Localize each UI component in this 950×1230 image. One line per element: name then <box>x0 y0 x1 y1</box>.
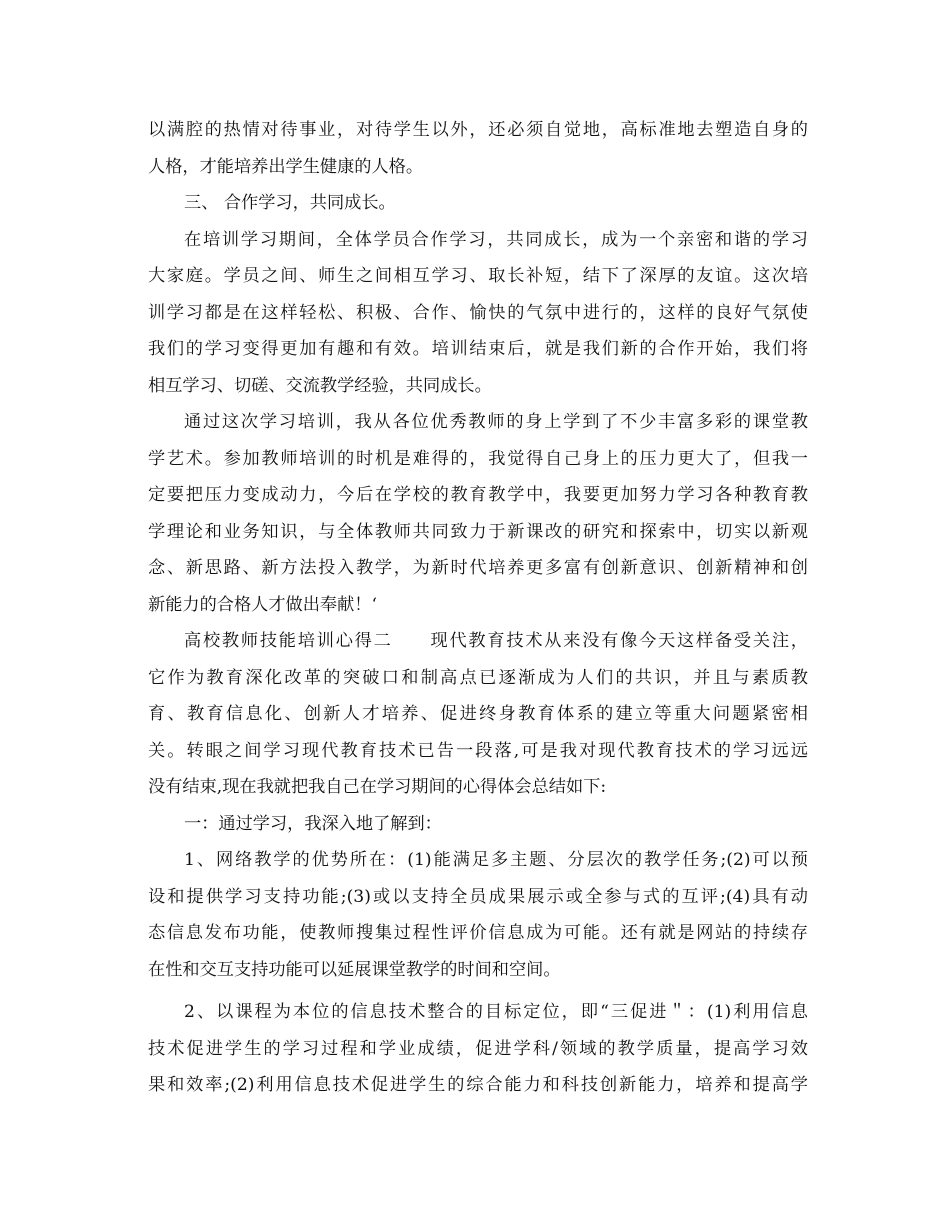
text-line: 念、新思路、新方法投入教学，为新时代培养更多富有创新意识、创新精神和创 <box>148 558 808 578</box>
text-line: 以满腔的热情对待事业，对待学生以外，还必须自觉地，高标准地去塑造自身的 <box>148 120 808 140</box>
text-line: 关。转眼之间学习现代教育技术已告一段落,可是我对现代教育技术的学习远远 <box>148 740 808 761</box>
text-line: 1、网络教学的优势所在：(1)能满足多主题、分层次的教学任务;(2)可以预 <box>184 850 808 870</box>
text-line: 新能力的合格人才做出奉献！‘ <box>148 594 377 615</box>
text-line: 技术促进学生的学习过程和学业成绩，促进学科/领域的教学质量，提高学习效 <box>148 1038 808 1059</box>
text-line: 态信息发布功能，使教师搜集过程性评价信息成为可能。还有就是网站的持续存 <box>148 923 808 943</box>
text-line: 我们的学习变得更加有趣和有效。培训结束后，就是我们新的合作开始，我们将 <box>148 339 808 359</box>
text-line: 在培训学习期间，全体学员合作学习，共同成长，成为一个亲密和谐的学习 <box>184 229 808 250</box>
text-line: 通过这次学习培训，我从各位优秀教师的身上学到了不少丰富多彩的课堂教 <box>184 412 808 432</box>
text-line: 大家庭。学员之间、师生之间相互学习、取长补短，结下了深厚的友谊。这次培 <box>148 266 808 286</box>
text-line: 三、 合作学习，共同成长。 <box>184 193 396 213</box>
text-line: 学艺术。参加教师培训的时机是难得的，我觉得自己身上的压力更大了，但我一 <box>148 448 808 469</box>
text-line: 2、以课程为本位的信息技术整合的目标定位，即“三促进＂：(1)利用信息 <box>184 1002 808 1022</box>
text-line: 一：通过学习，我深入地了解到： <box>184 813 442 834</box>
text-line: 在性和交互支持功能可以延展课堂教学的时间和空间。 <box>148 959 561 980</box>
text-line: 学理论和业务知识，与全体教师共同致力于新课改的研究和探索中，切实以新观 <box>148 521 808 542</box>
text-line: 没有结束,现在我就把我自己在学习期间的心得体会总结如下: <box>148 777 607 797</box>
text-line: 训学习都是在这样轻松、积极、合作、愉快的气氛中进行的，这样的良好气氛使 <box>148 302 808 323</box>
text-line: 设和提供学习支持功能;(3)或以支持全员成果展示或全参与式的互评;(4)具有动 <box>148 886 808 907</box>
text-line: 育、教育信息化、创新人才培养、促进终身教育体系的建立等重大问题紧密相 <box>148 704 808 724</box>
text-line: 相互学习、切磋、交流教学经验，共同成长。 <box>148 375 492 396</box>
text-line: 高校教师技能培训心得二 现代教育技术从来没有像今天这样备受关注， <box>184 631 808 651</box>
text-line: 定要把压力变成动力，今后在学校的教育教学中，我要更加努力学习各种教育教 <box>148 485 808 505</box>
document-body <box>148 112 808 1104</box>
text-line: 它作为教育深化改革的突破口和制高点已逐渐成为人们的共识，并且与素质教 <box>148 667 808 688</box>
text-line: 果和效率;(2)利用信息技术促进学生的综合能力和科技创新能力，培养和提高学 <box>148 1075 808 1095</box>
text-line: 人格，才能培养出学生健康的人格。 <box>148 156 424 177</box>
